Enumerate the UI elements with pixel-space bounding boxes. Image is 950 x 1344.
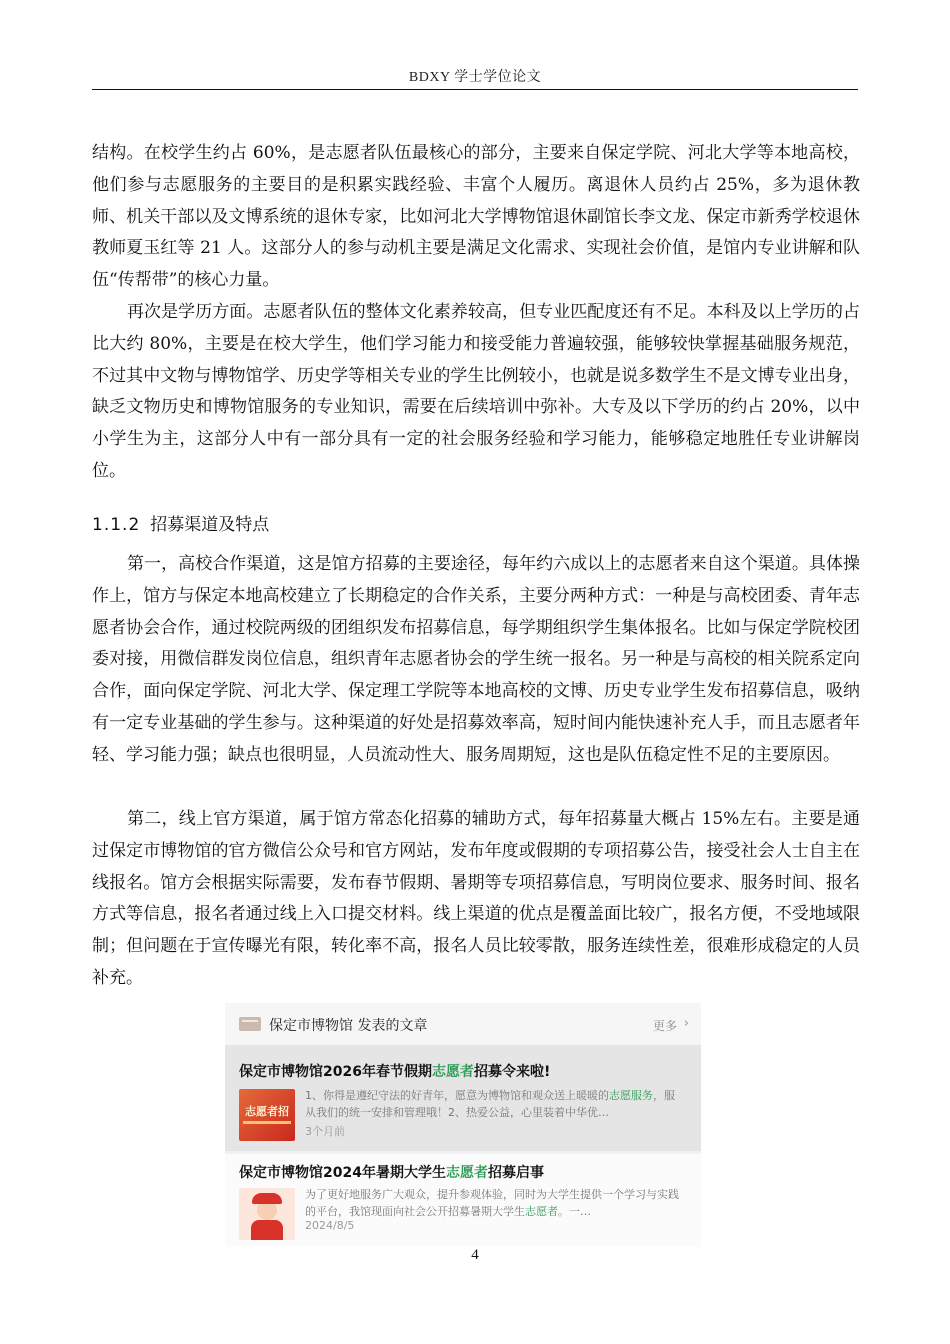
- article-title[interactable]: 保定市博物馆2026年春节假期志愿者招募令来啦!: [239, 1064, 551, 1080]
- museum-logo-icon: [239, 1017, 261, 1031]
- article-excerpt: 1、你得是遵纪守法的好青年，愿意为博物馆和观众送上暖暖的志愿服务，服从我们的统一安排和管理哦！2、热爱公益，心里装着中华优…: [305, 1089, 675, 1119]
- chevron-right-icon[interactable]: ›: [683, 1016, 689, 1031]
- more-link[interactable]: 更多: [652, 1019, 677, 1033]
- account-header: [225, 1003, 701, 1045]
- wechat-articles-screenshot: [225, 1003, 701, 1247]
- paragraph-university-channel: 第一，高校合作渠道，这是馆方招募的主要途径，每年约六成以上的志愿者来自这个渠道。具体操作上，馆方与保定本地高校建立了长期稳定的合作关系，主要分两种方式：一种是与高校团委、青年志愿者协会合作，通过校院两级的团组织发布招募信息，每学期组织学生集体报名。比如与保定学院校团委对接，用微信群发岗位信息，组织青年志愿者协会的学生统一报名。另一种是与高校的相关院系定向合作，面向保定学院、河北大学、保定理工学院等本地高校的文博、历史专业学生发布招募信息，吸纳有一定专业基础的学生参与。这种渠道的好处是招募效率高，短时间内能快速补充人手，而且志愿者年轻、学习能力强；缺点也很明显，人员流动性大、服务周期短，这也是队伍稳定性不足的主要原因。: [92, 554, 860, 765]
- page-header: BDXY 学士学位论文: [408, 70, 542, 85]
- thumbnail-text: 志愿者招: [245, 1105, 289, 1118]
- section-heading: [92, 510, 269, 535]
- section-number: 1.1.2: [92, 515, 141, 535]
- page-number: 4: [471, 1247, 479, 1263]
- paragraph-online-channel: 第二，线上官方渠道，属于馆方常态化招募的辅助方式，每年招募量大概占 15%左右。主要是通过保定市博物馆的官方微信公众号和官方网站，发布年度或假期的专项招募公告，接受社会人士自主在线报名。馆方会根据实际需要，发布春节假期、暑期等专项招募信息，写明岗位要求、服务时间、报名方式等信息，报名者通过线上入口提交材料。线上渠道的优点是覆盖面比较广，报名方便，不受地域限制；但问题在于宣传曝光有限，转化率不高，报名人员比较零散，服务连续性差，很难形成稳定的人员补充。: [92, 809, 860, 988]
- article-thumbnail[interactable]: [239, 1089, 295, 1141]
- volunteer-illustration-icon: [251, 1220, 283, 1240]
- article-date: 3个月前: [305, 1125, 345, 1138]
- thumbnail-stripe: [243, 1121, 291, 1124]
- article-thumbnail[interactable]: [239, 1188, 295, 1240]
- paragraph-education: 再次是学历方面。志愿者队伍的整体文化素养较高，但专业匹配度还有不足。本科及以上学历的占比大约 80%，主要是在校大学生，他们学习能力和接受能力普遍较强，能够较快掌握基础服务规范，不过其中文物与博物馆学、历史学等相关专业的学生比例较小，也就是说多数学生不是文博专业出身，缺乏文物历史和博物馆服务的专业知识，需要在后续培训中弥补。大专及以下学历的约占 20%，以中小学生为主，这部分人中有一部分具有一定的社会服务经验和学习能力，能够稳定地胜任专业讲解岗位。: [92, 302, 860, 481]
- account-title: 保定市博物馆 发表的文章: [269, 1018, 428, 1034]
- volunteer-hat-icon: [252, 1193, 282, 1204]
- article-card[interactable]: [225, 1045, 701, 1151]
- section-title: 招募渠道及特点: [150, 515, 270, 535]
- article-title[interactable]: 保定市博物馆2024年暑期大学生志愿者招募启事: [239, 1165, 544, 1181]
- article-excerpt: 为了更好地服务广大观众，提升参观体验，同时为大学生提供一个学习与实践的平台，我馆现面向社会公开招募暑期大学生志愿者。一…: [305, 1188, 679, 1218]
- article-date: 2024/8/5: [305, 1219, 355, 1232]
- article-card[interactable]: [225, 1154, 701, 1247]
- header-rule: [92, 89, 858, 90]
- paragraph-structure: 结构。在校学生约占 60%，是志愿者队伍最核心的部分，主要来自保定学院、河北大学等本地高校，他们参与志愿服务的主要目的是积累实践经验、丰富个人履历。离退休人员约占 25%，多为退休教师、机关干部以及文博系统的退休专家，比如河北大学博物馆退休副馆长李文龙、保定市新秀学校退休教师夏玉红等 21 人。这部分人的参与动机主要是满足文化需求、实现社会价值，是馆内专业讲解和队伍“传帮带”的核心力量。: [92, 143, 860, 291]
